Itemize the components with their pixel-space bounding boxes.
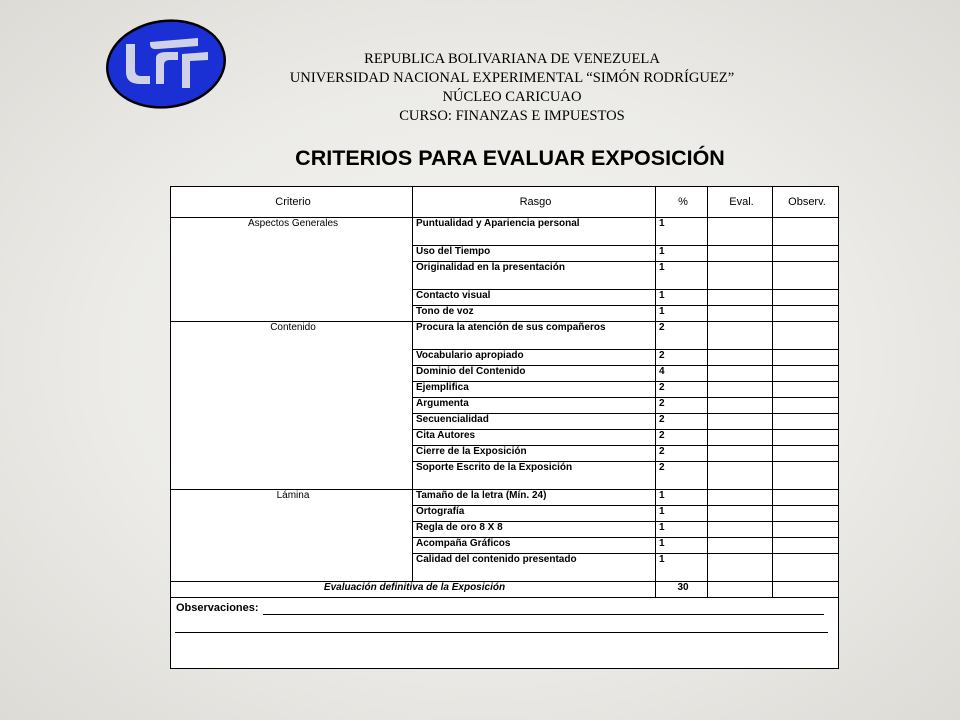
observ-cell[interactable] <box>773 322 839 350</box>
pct-cell: 2 <box>656 414 708 430</box>
rasgo-cell: Originalidad en la presentación <box>413 262 656 290</box>
rasgo-cell: Acompaña Gráficos <box>413 538 656 554</box>
table-row <box>171 322 839 350</box>
final-observ-cell[interactable] <box>773 582 839 598</box>
eval-cell[interactable] <box>708 290 773 306</box>
criterio-cell: Aspectos Generales <box>171 218 413 322</box>
pct-cell: 1 <box>656 506 708 522</box>
eval-cell[interactable] <box>708 306 773 322</box>
eval-cell[interactable] <box>708 462 773 490</box>
header-line-university: UNIVERSIDAD NACIONAL EXPERIMENTAL “SIMÓN RODRÍGUEZ” <box>289 70 735 86</box>
rasgo-cell: Contacto visual <box>413 290 656 306</box>
pct-cell: 1 <box>656 522 708 538</box>
eval-cell[interactable] <box>708 430 773 446</box>
eval-cell[interactable] <box>708 246 773 262</box>
rasgo-cell: Soporte Escrito de la Exposición <box>413 462 656 490</box>
pct-cell: 1 <box>656 538 708 554</box>
eval-cell[interactable] <box>708 522 773 538</box>
rasgo-cell: Puntualidad y Apariencia personal <box>413 218 656 246</box>
observaciones-line <box>263 614 824 615</box>
pct-cell: 2 <box>656 430 708 446</box>
observ-cell[interactable] <box>773 430 839 446</box>
observaciones-line <box>175 632 828 633</box>
pct-cell: 1 <box>656 306 708 322</box>
rasgo-cell: Calidad del contenido presentado <box>413 554 656 582</box>
observ-cell[interactable] <box>773 462 839 490</box>
observ-cell[interactable] <box>773 262 839 290</box>
pct-cell: 1 <box>656 290 708 306</box>
observ-cell[interactable] <box>773 306 839 322</box>
eval-cell[interactable] <box>708 322 773 350</box>
col-header-criterio: Criterio <box>171 187 413 218</box>
pct-cell: 2 <box>656 398 708 414</box>
table-row <box>171 490 839 506</box>
final-evaluation-label: Evaluación definitiva de la Exposición <box>171 582 656 598</box>
final-evaluation-pct: 30 <box>656 582 708 598</box>
institution-header <box>240 50 784 126</box>
observ-cell[interactable] <box>773 522 839 538</box>
page-title: CRITERIOS PARA EVALUAR EXPOSICIÓN <box>295 146 725 170</box>
eval-cell[interactable] <box>708 554 773 582</box>
university-logo <box>104 18 228 110</box>
pct-cell: 1 <box>656 246 708 262</box>
rasgo-cell: Ejemplifica <box>413 382 656 398</box>
eval-cell[interactable] <box>708 446 773 462</box>
eval-cell[interactable] <box>708 506 773 522</box>
eval-cell[interactable] <box>708 218 773 246</box>
rasgo-cell: Regla de oro 8 X 8 <box>413 522 656 538</box>
observ-cell[interactable] <box>773 382 839 398</box>
observ-cell[interactable] <box>773 414 839 430</box>
col-header-rasgo: Rasgo <box>413 187 656 218</box>
table-row <box>171 218 839 246</box>
observ-cell[interactable] <box>773 398 839 414</box>
observ-cell[interactable] <box>773 246 839 262</box>
eval-cell[interactable] <box>708 366 773 382</box>
final-eval-cell[interactable] <box>708 582 773 598</box>
col-header-pct: % <box>656 187 708 218</box>
criterio-cell: Lámina <box>171 490 413 582</box>
eval-cell[interactable] <box>708 490 773 506</box>
observ-cell[interactable] <box>773 506 839 522</box>
observ-cell[interactable] <box>773 538 839 554</box>
eval-cell[interactable] <box>708 538 773 554</box>
observ-cell[interactable] <box>773 290 839 306</box>
criterio-cell: Contenido <box>171 322 413 490</box>
observaciones-cell[interactable] <box>171 598 839 669</box>
header-line-course: CURSO: FINANZAS E IMPUESTOS <box>399 108 625 124</box>
pct-cell: 1 <box>656 490 708 506</box>
col-header-eval: Eval. <box>708 187 773 218</box>
observ-cell[interactable] <box>773 218 839 246</box>
table-header-row <box>171 187 839 218</box>
eval-cell[interactable] <box>708 398 773 414</box>
rasgo-cell: Secuencialidad <box>413 414 656 430</box>
col-header-observ: Observ. <box>773 187 839 218</box>
rasgo-cell: Dominio del Contenido <box>413 366 656 382</box>
rasgo-cell: Cierre de la Exposición <box>413 446 656 462</box>
rasgo-cell: Tono de voz <box>413 306 656 322</box>
rasgo-cell: Cita Autores <box>413 430 656 446</box>
header-line-nucleus: NÚCLEO CARICUAO <box>442 89 582 105</box>
observaciones-label: Observaciones: <box>176 602 259 614</box>
rasgo-cell: Argumenta <box>413 398 656 414</box>
pct-cell: 1 <box>656 554 708 582</box>
evaluation-table <box>170 186 839 669</box>
observ-cell[interactable] <box>773 490 839 506</box>
observ-cell[interactable] <box>773 350 839 366</box>
pct-cell: 2 <box>656 462 708 490</box>
eval-cell[interactable] <box>708 414 773 430</box>
pct-cell: 4 <box>656 366 708 382</box>
observaciones-row <box>171 598 839 669</box>
rasgo-cell: Procura la atención de sus compañeros <box>413 322 656 350</box>
eval-cell[interactable] <box>708 350 773 366</box>
pct-cell: 2 <box>656 350 708 366</box>
pct-cell: 2 <box>656 446 708 462</box>
rasgo-cell: Vocabulario apropiado <box>413 350 656 366</box>
observ-cell[interactable] <box>773 554 839 582</box>
pct-cell: 2 <box>656 322 708 350</box>
rasgo-cell: Ortografía <box>413 506 656 522</box>
eval-cell[interactable] <box>708 262 773 290</box>
observ-cell[interactable] <box>773 366 839 382</box>
eval-cell[interactable] <box>708 382 773 398</box>
pct-cell: 1 <box>656 262 708 290</box>
header-line-republic: REPUBLICA BOLIVARIANA DE VENEZUELA <box>364 51 660 67</box>
pct-cell: 2 <box>656 382 708 398</box>
rasgo-cell: Uso del Tiempo <box>413 246 656 262</box>
rasgo-cell: Tamaño de la letra (Mín. 24) <box>413 490 656 506</box>
observ-cell[interactable] <box>773 446 839 462</box>
pct-cell: 1 <box>656 218 708 246</box>
final-evaluation-row <box>171 582 839 598</box>
